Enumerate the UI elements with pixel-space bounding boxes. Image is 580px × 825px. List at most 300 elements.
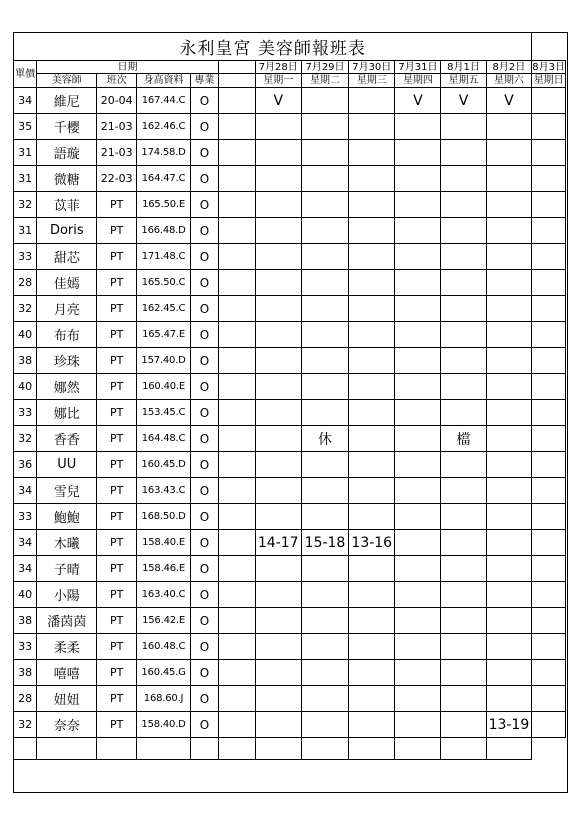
day-cell [395,400,441,426]
day-cell [349,374,395,400]
body-cell: 163.40.C [137,582,191,608]
day-cell [395,296,441,322]
day-cell [255,400,301,426]
name-cell: UU [37,452,97,478]
day-cell [349,452,395,478]
shift-cell: PT [97,608,137,634]
pro-cell: O [191,400,219,426]
pro-cell: O [191,88,219,114]
day-cell [349,348,395,374]
spacer-cell [218,218,255,244]
pro-cell: O [191,348,219,374]
day-cell [349,582,395,608]
shift-cell: PT [97,244,137,270]
name-cell: 維尼 [37,88,97,114]
day-cell [395,244,441,270]
spacer-cell [218,686,255,712]
day-cell [301,608,348,634]
empty-row [14,738,566,760]
day-cell [441,166,486,192]
pro-cell: O [191,114,219,140]
day-cell [301,322,348,348]
day-cell [486,582,532,608]
empty-cell [14,738,37,760]
pro-cell: O [191,686,219,712]
table-row [14,686,566,712]
empty-cell [349,738,395,760]
shift-cell: PT [97,712,137,738]
day-cell [532,218,566,244]
day-cell [441,322,486,348]
price-cell: 32 [14,712,37,738]
spacer-cell [218,478,255,504]
table-row [14,400,566,426]
spacer-cell [218,114,255,140]
pro-cell: O [191,140,219,166]
day-cell [301,166,348,192]
day-cell [532,608,566,634]
weekday-cell: 星期五 [441,74,486,88]
shift-cell: PT [97,660,137,686]
day-cell [395,166,441,192]
day-cell [301,400,348,426]
shift-cell: PT [97,270,137,296]
empty-cell [218,738,255,760]
shift-cell: PT [97,296,137,322]
pro-header: 專業 [191,74,219,88]
day-cell [441,530,486,556]
day-cell [255,166,301,192]
day-cell [255,244,301,270]
day-cell [532,452,566,478]
day-cell [301,374,348,400]
shift-cell: 20-04 [97,88,137,114]
spacer-cell [218,140,255,166]
price-cell: 31 [14,166,37,192]
shift-cell: PT [97,400,137,426]
day-cell [395,530,441,556]
body-cell: 165.50.E [137,192,191,218]
date-cell: 8月2日 [486,61,532,74]
day-cell [486,140,532,166]
price-cell: 31 [14,140,37,166]
name-cell: 娜比 [37,400,97,426]
body-cell: 163.43.C [137,478,191,504]
day-cell [349,166,395,192]
price-cell: 38 [14,348,37,374]
name-cell: 娜然 [37,374,97,400]
price-cell: 31 [14,218,37,244]
day-cell [301,660,348,686]
spacer-cell [218,374,255,400]
spacer-cell [218,504,255,530]
spacer-cell [218,192,255,218]
pro-cell: O [191,374,219,400]
day-cell [532,244,566,270]
day-cell [532,348,566,374]
day-cell [349,296,395,322]
name-cell: 潘茵茵 [37,608,97,634]
price-cell: 40 [14,322,37,348]
day-cell [441,686,486,712]
pro-cell: O [191,244,219,270]
name-cell: 木曦 [37,530,97,556]
shift-cell: 21-03 [97,114,137,140]
spacer-cell [218,322,255,348]
table-row [14,530,566,556]
shift-cell: PT [97,322,137,348]
day-cell [532,556,566,582]
day-cell [395,634,441,660]
spacer-cell [218,660,255,686]
day-cell [395,478,441,504]
day-cell [486,374,532,400]
day-cell [301,348,348,374]
pro-cell: O [191,556,219,582]
day-cell [395,556,441,582]
spacer-cell [218,530,255,556]
day-cell [486,556,532,582]
empty-cell [37,738,97,760]
empty-cell [137,738,191,760]
day-cell [441,270,486,296]
table-row [14,270,566,296]
day-cell [441,582,486,608]
day-cell [349,478,395,504]
day-cell [255,192,301,218]
price-cell: 36 [14,452,37,478]
name-cell: 妞妞 [37,686,97,712]
name-cell: 千櫻 [37,114,97,140]
day-cell [255,374,301,400]
price-cell: 40 [14,582,37,608]
day-cell [532,88,566,114]
day-cell [349,504,395,530]
day-cell [532,114,566,140]
day-cell [532,140,566,166]
day-cell [395,322,441,348]
day-cell [255,140,301,166]
day-cell [441,452,486,478]
empty-cell [441,738,486,760]
weekday-cell: 星期日 [533,75,564,86]
day-cell [255,114,301,140]
day-cell [532,504,566,530]
body-cell: 158.40.D [137,712,191,738]
day-cell [349,686,395,712]
table-row [14,218,566,244]
pro-cell: O [191,634,219,660]
pro-cell: O [191,270,219,296]
day-cell [486,296,532,322]
day-cell: 13-19 [486,712,532,738]
shift-cell: PT [97,530,137,556]
price-cell: 34 [14,530,37,556]
day-cell [349,660,395,686]
table-row [14,374,566,400]
pro-cell: O [191,478,219,504]
day-cell [301,712,348,738]
day-cell [395,608,441,634]
day-cell [255,660,301,686]
price-cell: 40 [14,374,37,400]
day-cell [395,270,441,296]
day-cell [255,426,301,452]
spacer-cell [218,452,255,478]
table-row [14,114,566,140]
body-cell: 158.40.E [137,530,191,556]
body-cell: 166.48.D [137,218,191,244]
body-cell: 165.50.C [137,270,191,296]
day-cell: 14-17 [255,530,301,556]
day-cell [441,348,486,374]
weekday-cell: 星期三 [349,74,395,88]
day-cell [486,322,532,348]
spacer-cell [218,634,255,660]
date-header: 日期 [37,61,219,74]
table-row [14,88,566,114]
pro-cell: O [191,504,219,530]
pro-cell: O [191,296,219,322]
table-row [14,244,566,270]
day-cell [486,504,532,530]
body-cell: 162.45.C [137,296,191,322]
price-cell: 38 [14,608,37,634]
day-cell [255,608,301,634]
day-cell [349,270,395,296]
day-cell [349,114,395,140]
day-cell [255,296,301,322]
price-cell: 38 [14,660,37,686]
date-cell: 7月31日 [395,61,441,74]
price-cell: 34 [14,88,37,114]
weekday-cell: 星期一 [255,74,301,88]
price-cell: 32 [14,296,37,322]
day-cell [486,218,532,244]
day-cell: 15-18 [301,530,348,556]
day-cell [349,322,395,348]
day-cell [532,192,566,218]
pro-cell: O [191,712,219,738]
name-cell: 嘻嘻 [37,660,97,686]
table-row [14,348,566,374]
price-cell: 34 [14,478,37,504]
day-cell [301,556,348,582]
day-cell: V [441,88,486,114]
name-cell: 柔柔 [37,634,97,660]
name-header: 美容師 [37,74,97,88]
table-row [14,322,566,348]
day-cell: V [255,88,301,114]
day-cell [395,504,441,530]
day-cell [255,218,301,244]
table-row [14,296,566,322]
day-cell [441,244,486,270]
weekday-cell: 星期六 [486,74,532,88]
date-cell: 8月3日 [532,61,565,73]
day-cell [255,452,301,478]
table-row [14,712,566,738]
day-cell [395,712,441,738]
day-cell [441,660,486,686]
body-cell: 168.50.D [137,504,191,530]
day-cell [486,400,532,426]
day-cell [395,348,441,374]
day-cell [255,686,301,712]
day-cell [349,88,395,114]
day-cell [301,296,348,322]
body-cell: 167.44.C [137,88,191,114]
body-cell: 171.48.C [137,244,191,270]
day-cell [301,686,348,712]
day-cell [301,244,348,270]
weekday-cell: 星期二 [301,74,348,88]
spacer-cell [218,348,255,374]
spacer-cell [218,582,255,608]
name-cell: 微糖 [37,166,97,192]
day-cell [486,530,532,556]
day-cell [255,322,301,348]
day-cell: 檔 [441,426,486,452]
empty-cell [97,738,137,760]
day-cell [395,114,441,140]
shift-cell: PT [97,426,137,452]
spacer-cell [218,166,255,192]
shift-header: 班次 [97,74,137,88]
spacer-cell [218,296,255,322]
shift-cell: 21-03 [97,140,137,166]
spacer-cell [218,270,255,296]
spacer-cell [218,88,255,114]
price-cell: 33 [14,244,37,270]
day-cell [486,478,532,504]
pro-cell: O [191,660,219,686]
empty-cell [301,738,348,760]
day-cell [441,192,486,218]
day-cell [395,140,441,166]
day-cell [486,660,532,686]
day-cell [441,140,486,166]
spacer-cell [218,426,255,452]
name-cell: Doris [37,218,97,244]
day-cell [255,504,301,530]
day-cell [486,270,532,296]
day-cell [301,504,348,530]
empty-cell [255,738,301,760]
day-cell [301,270,348,296]
day-cell: 13-16 [349,530,395,556]
day-cell [532,478,566,504]
pro-cell: O [191,192,219,218]
day-cell [441,114,486,140]
name-cell: 雪兒 [37,478,97,504]
body-header: 身高資料 [137,74,191,88]
pro-cell: O [191,426,219,452]
body-cell: 153.45.C [137,400,191,426]
pro-cell: O [191,608,219,634]
day-cell [532,712,566,738]
day-cell: V [486,88,532,114]
day-cell [486,452,532,478]
day-cell [255,634,301,660]
table-row [14,166,566,192]
day-cell [441,712,486,738]
day-cell [486,686,532,712]
weekday-cell: 星期四 [395,74,441,88]
body-cell: 160.40.E [137,374,191,400]
table-row [14,634,566,660]
day-cell [532,426,566,452]
day-cell [486,192,532,218]
day-cell [441,608,486,634]
day-cell [395,582,441,608]
pro-cell: O [191,582,219,608]
day-cell [532,166,566,192]
day-cell [349,556,395,582]
day-cell [395,452,441,478]
name-cell: 奈奈 [37,712,97,738]
name-cell: 香香 [37,426,97,452]
table-row [14,608,566,634]
day-cell [255,478,301,504]
shift-cell: PT [97,348,137,374]
day-cell [532,530,566,556]
pro-cell: O [191,530,219,556]
day-cell [441,296,486,322]
day-cell [255,348,301,374]
day-cell [395,374,441,400]
shift-cell: PT [97,582,137,608]
day-cell [532,296,566,322]
body-cell: 156.42.E [137,608,191,634]
pro-cell: O [191,166,219,192]
shift-cell: PT [97,374,137,400]
day-cell [301,582,348,608]
day-cell [395,686,441,712]
day-cell [486,166,532,192]
day-cell [349,400,395,426]
date-cell: 7月28日 [255,61,301,74]
spacer-cell [218,556,255,582]
table-row [14,192,566,218]
table-row [14,140,566,166]
date-cell: 7月30日 [349,61,395,74]
day-cell [532,582,566,608]
day-cell [255,270,301,296]
day-cell [349,192,395,218]
day-cell [441,478,486,504]
empty-cell [191,738,219,760]
name-cell: 苡菲 [37,192,97,218]
day-cell [441,556,486,582]
name-cell: 鮑鮑 [37,504,97,530]
day-cell [349,244,395,270]
shift-cell: PT [97,192,137,218]
spacer-cell [218,712,255,738]
shift-cell: PT [97,452,137,478]
day-cell [301,218,348,244]
day-cell [532,686,566,712]
day-cell [486,634,532,660]
day-cell [441,400,486,426]
body-cell: 160.45.D [137,452,191,478]
table-row [14,582,566,608]
day-cell [486,608,532,634]
day-cell [301,192,348,218]
day-cell: 休 [301,426,348,452]
page-title: 永利皇宮 美容師報班表 [14,33,532,61]
spacer-cell [218,608,255,634]
